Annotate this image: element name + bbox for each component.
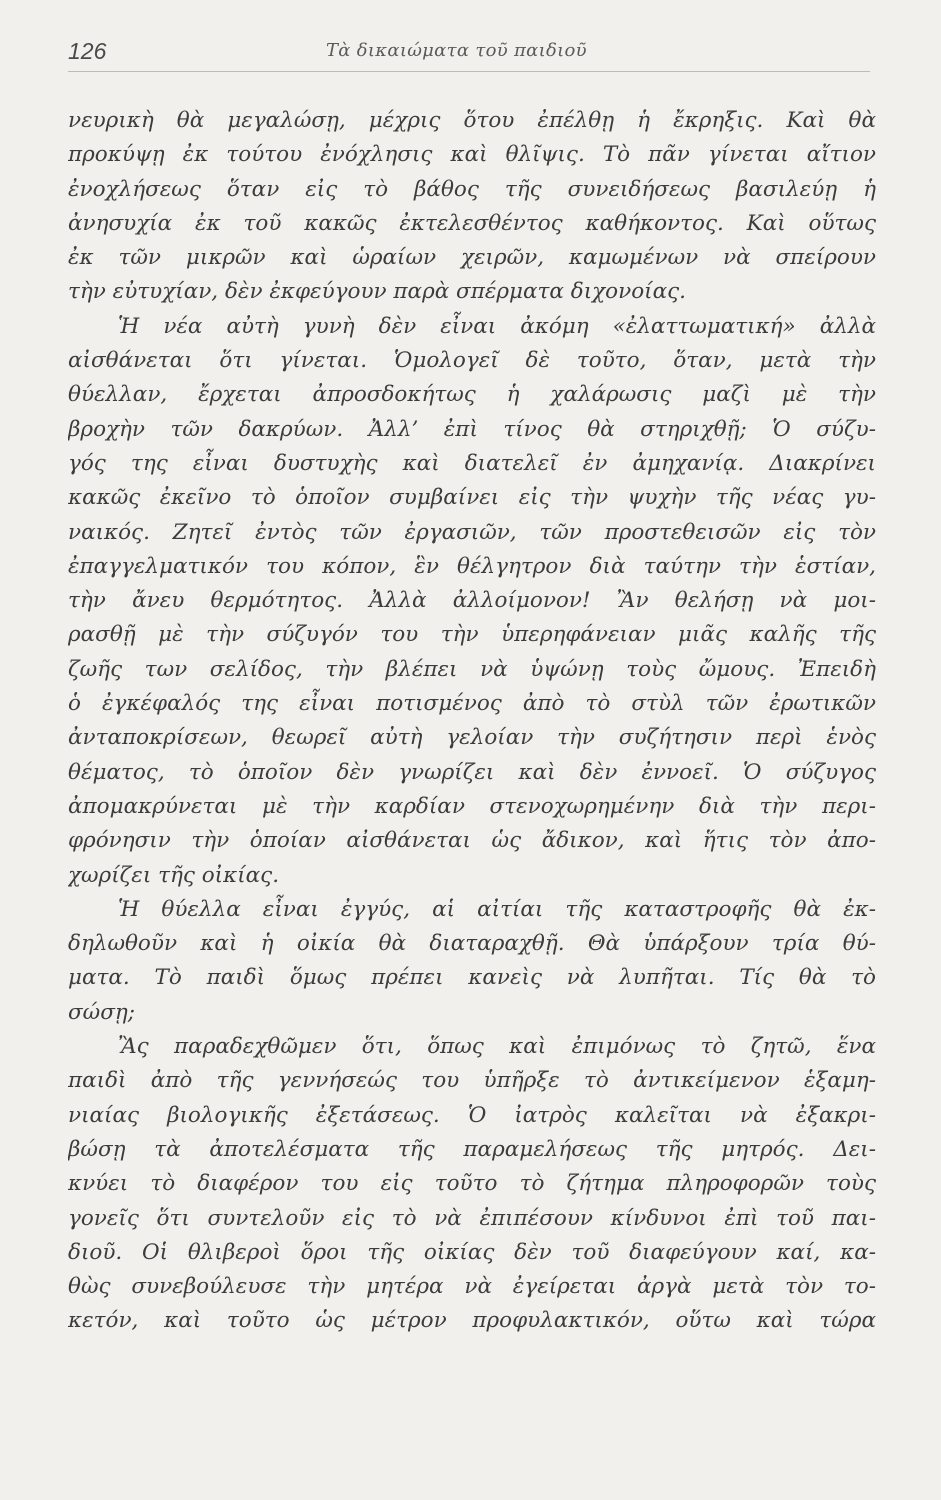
- text-line: ἀνταποκρίσεων, θεωρεῖ αὐτὴ γελοίαν τὴν συζήτησιν περὶ ἑνὸς: [68, 725, 876, 751]
- text-line: Ἡ θύελλα εἶναι ἐγγύς, αἱ αἰτίαι τῆς καταστροφῆς θὰ ἐκ-: [118, 896, 876, 922]
- text-line: Ἡ νέα αὐτὴ γυνὴ δὲν εἶναι ἀκόμη «ἐλαττωματική» ἀλλὰ: [118, 313, 876, 339]
- text-line: τὴν ἄνευ θερμότητος. Ἀλλὰ ἀλλοίμονον! Ἂν θελήσῃ νὰ μοι-: [68, 588, 876, 614]
- text-line: αἰσθάνεται ὅτι γίνεται. Ὁμολογεῖ δὲ τοῦτο, ὅταν, μετὰ τὴν: [68, 348, 876, 374]
- text-line: ἐκ τῶν μικρῶν καὶ ὡραίων χειρῶν, καμωμένων νὰ σπείρουν: [68, 245, 876, 271]
- header-rule: [68, 71, 870, 72]
- text-line: νιαίας βιολογικῆς ἐξετάσεως. Ὁ ἰατρὸς καλεῖται νὰ ἐξακρι-: [68, 1102, 876, 1128]
- running-title: Τὰ δικαιώματα τοῦ παιδιοῦ: [326, 40, 587, 61]
- text-line: θὼς συνεβούλευσε τὴν μητέρα νὰ ἐγείρεται ἀργὰ μετὰ τὸν το-: [68, 1274, 876, 1300]
- text-line: γός της εἶναι δυστυχὴς καὶ διατελεῖ ἐν ἀμηχανίᾳ. Διακρίνει: [68, 450, 876, 476]
- text-line: ζωῆς των σελίδος, τὴν βλέπει νὰ ὑψώνῃ τοὺς ὤμους. Ἐπειδὴ: [68, 656, 876, 682]
- page-header: [68, 36, 870, 76]
- text-line: ματα. Τὸ παιδὶ ὅμως πρέπει κανεὶς νὰ λυπῆται. Τίς θὰ τὸ: [68, 965, 876, 991]
- text-line: χωρίζει τῆς οἰκίας.: [68, 862, 280, 888]
- page-number: 126: [68, 38, 107, 64]
- text-line: κετόν, καὶ τοῦτο ὡς μέτρον προφυλακτικόν, οὕτω καὶ τώρα: [68, 1308, 876, 1334]
- text-line: κακῶς ἐκεῖνο τὸ ὁποῖον συμβαίνει εἰς τὴν ψυχὴν τῆς νέας γυ-: [68, 485, 876, 511]
- text-line: ρασθῇ μὲ τὴν σύζυγόν του τὴν ὑπερηφάνειαν μιᾶς καλῆς τῆς: [68, 622, 876, 648]
- text-line: Ἂς παραδεχθῶμεν ὅτι, ὅπως καὶ ἐπιμόνως τὸ ζητῶ, ἕνα: [118, 1034, 876, 1060]
- text-line: ναικός. Ζητεῖ ἐντὸς τῶν ἐργασιῶν, τῶν προστεθεισῶν εἰς τὸν: [68, 519, 876, 545]
- text-line: θέματος, τὸ ὁποῖον δὲν γνωρίζει καὶ δὲν ἐννοεῖ. Ὁ σύζυγος: [68, 759, 876, 785]
- text-line: ἐπαγγελματικόν του κόπον, ἓν θέλγητρον διὰ ταύτην τὴν ἑστίαν,: [68, 553, 876, 579]
- text-line: ὁ ἐγκέφαλός της εἶναι ποτισμένος ἀπὸ τὸ στὺλ τῶν ἐρωτικῶν: [68, 691, 876, 717]
- text-line: παιδὶ ἀπὸ τῆς γεννήσεώς του ὑπῆρξε τὸ ἀντικείμενον ἑξαμη-: [68, 1068, 876, 1094]
- text-line: φρόνησιν τὴν ὁποίαν αἰσθάνεται ὡς ἄδικον, καὶ ἥτις τὸν ἀπο-: [68, 828, 876, 854]
- text-line: ἀνησυχία ἐκ τοῦ κακῶς ἐκτελεσθέντος καθήκοντος. Καὶ οὕτως: [68, 210, 876, 236]
- text-line: βροχὴν τῶν δακρύων. Ἀλλ’ ἐπὶ τίνος θὰ στηριχθῇ; Ὁ σύζυ-: [68, 416, 876, 442]
- text-line: δηλωθοῦν καὶ ἡ οἰκία θὰ διαταραχθῇ. Θὰ ὑπάρξουν τρία θύ-: [68, 931, 876, 957]
- text-line: γονεῖς ὅτι συντελοῦν εἰς τὸ νὰ ἐπιπέσουν κίνδυνοι ἐπὶ τοῦ παι-: [68, 1205, 876, 1231]
- text-line: προκύψῃ ἐκ τούτου ἐνόχλησις καὶ θλῖψις. Τὸ πᾶν γίνεται αἴτιον: [68, 142, 876, 168]
- text-line: σώσῃ;: [68, 999, 136, 1025]
- text-line: τὴν εὐτυχίαν, δὲν ἐκφεύγουν παρὰ σπέρματα διχονοίας.: [68, 279, 686, 305]
- text-line: διοῦ. Οἱ θλιβεροὶ ὅροι τῆς οἰκίας δὲν τοῦ διαφεύγουν καί, κα-: [68, 1239, 876, 1265]
- text-line: βώσῃ τὰ ἀποτελέσματα τῆς παραμελήσεως τῆς μητρός. Δει-: [68, 1136, 876, 1162]
- text-line: θύελλαν, ἔρχεται ἀπροσδοκήτως ἡ χαλάρωσις μαζὶ μὲ τὴν: [68, 382, 876, 408]
- text-line: κνύει τὸ διαφέρον του εἰς τοῦτο τὸ ζήτημα πληροφορῶν τοὺς: [68, 1171, 876, 1197]
- text-line: ἀπομακρύνεται μὲ τὴν καρδίαν στενοχωρημένην διὰ τὴν περι-: [68, 793, 876, 819]
- body-text: [68, 104, 876, 1339]
- text-line: ἐνοχλήσεως ὅταν εἰς τὸ βάθος τῆς συνειδήσεως βασιλεύῃ ἡ: [68, 176, 876, 202]
- text-line: νευρικὴ θὰ μεγαλώσῃ, μέχρις ὅτου ἐπέλθῃ ἡ ἔκρηξις. Καὶ θὰ: [68, 108, 876, 133]
